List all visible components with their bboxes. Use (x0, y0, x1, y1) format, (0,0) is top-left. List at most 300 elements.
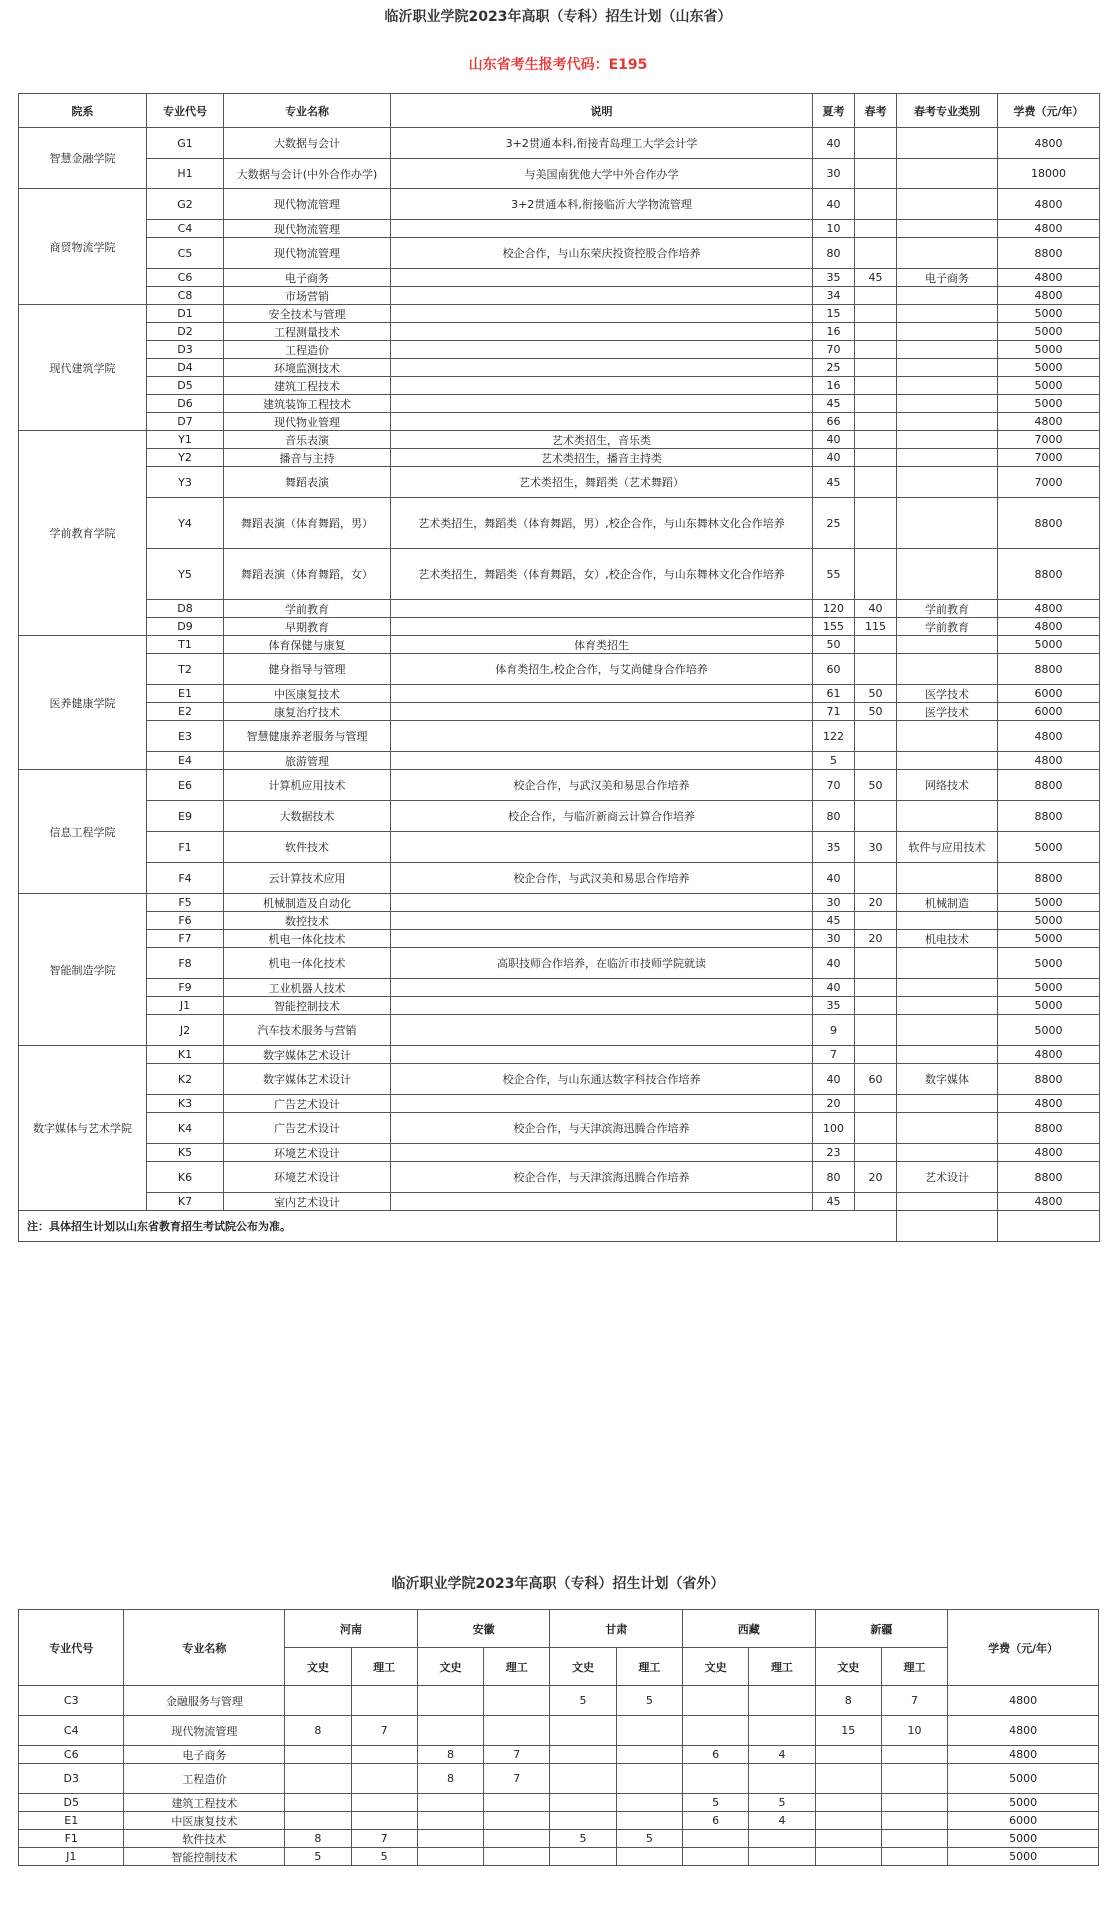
quota-cell (484, 1716, 550, 1746)
major-cell: 大数据与会计(中外合作办学) (224, 159, 391, 189)
desc-cell (391, 832, 813, 863)
spring-cell (855, 721, 897, 752)
quota-cell: 5 (616, 1686, 682, 1716)
spring-category-cell (897, 413, 998, 431)
spring-cell (855, 752, 897, 770)
spring-cell (855, 159, 897, 189)
major-cell: 工程测量技术 (224, 323, 391, 341)
quota-cell (881, 1764, 947, 1794)
fee-cell: 5000 (998, 359, 1100, 377)
table-row (19, 1046, 1100, 1064)
desc-cell: 艺术类招生，舞蹈类（体育舞蹈，男）,校企合作，与山东舞林文化合作培养 (391, 498, 813, 549)
table-row (19, 1812, 1099, 1830)
spring-cell (855, 377, 897, 395)
summer-cell: 45 (813, 395, 855, 413)
code-cell: D3 (147, 341, 224, 359)
major-cell: 学前教育 (224, 600, 391, 618)
code-cell: F8 (147, 948, 224, 979)
spring-category-cell (897, 721, 998, 752)
major-cell: 建筑工程技术 (224, 377, 391, 395)
summer-cell: 40 (813, 189, 855, 220)
table-row (19, 752, 1100, 770)
desc-cell (391, 685, 813, 703)
desc-cell (391, 323, 813, 341)
spring-cell (855, 189, 897, 220)
table-row (19, 359, 1100, 377)
code-cell: K3 (147, 1095, 224, 1113)
major-cell: 中医康复技术 (124, 1812, 285, 1830)
summer-cell: 40 (813, 449, 855, 467)
summer-cell: 80 (813, 238, 855, 269)
major-cell: 机电一体化技术 (224, 948, 391, 979)
desc-cell: 校企合作，与武汉美和易思合作培养 (391, 770, 813, 801)
major-cell: 环境监测技术 (224, 359, 391, 377)
dept-cell: 学前教育学院 (19, 431, 147, 636)
header-summer: 夏考 (813, 94, 855, 128)
desc-cell (391, 341, 813, 359)
header-wenshi: 文史 (550, 1648, 616, 1686)
quota-cell: 8 (285, 1716, 351, 1746)
table-row (19, 618, 1100, 636)
spring-category-cell (897, 997, 998, 1015)
fee-cell: 5000 (998, 894, 1100, 912)
desc-cell: 与美国南犹他大学中外合作办学 (391, 159, 813, 189)
quota-cell: 5 (749, 1794, 815, 1812)
summer-cell: 15 (813, 305, 855, 323)
table-row (19, 600, 1100, 618)
fee-cell: 4800 (998, 269, 1100, 287)
header-spring: 春考 (855, 94, 897, 128)
quota-cell (417, 1794, 483, 1812)
major-cell: 舞蹈表演 (224, 467, 391, 498)
spring-category-cell (897, 752, 998, 770)
quota-cell (749, 1686, 815, 1716)
desc-cell (391, 287, 813, 305)
dept-cell: 智能制造学院 (19, 894, 147, 1046)
table-row (19, 703, 1100, 721)
empty-cell (897, 1211, 998, 1242)
spring-category-cell (897, 1095, 998, 1113)
spring-cell: 20 (855, 930, 897, 948)
quota-cell: 7 (351, 1830, 417, 1848)
quota-cell: 8 (285, 1830, 351, 1848)
major-cell: 工程造价 (124, 1764, 285, 1794)
quota-cell (550, 1794, 616, 1812)
spring-cell (855, 238, 897, 269)
quota-cell (550, 1848, 616, 1866)
quota-cell (484, 1686, 550, 1716)
code-cell: D9 (147, 618, 224, 636)
major-cell: 电子商务 (224, 269, 391, 287)
code-cell: F9 (147, 979, 224, 997)
desc-cell (391, 752, 813, 770)
exam-code: 山东省考生报考代码：E195 (468, 57, 648, 73)
quota-cell (351, 1746, 417, 1764)
quota-cell: 6 (683, 1812, 749, 1830)
fee-cell: 4800 (998, 1144, 1100, 1162)
fee-cell: 5000 (998, 377, 1100, 395)
code-cell: D5 (147, 377, 224, 395)
major-cell: 现代物流管理 (224, 238, 391, 269)
header-spring-category: 春考专业类别 (897, 94, 998, 128)
header-major: 专业名称 (124, 1610, 285, 1686)
fee-cell: 6000 (998, 703, 1100, 721)
fee-cell: 5000 (948, 1764, 1099, 1794)
code-cell: K1 (147, 1046, 224, 1064)
summer-cell: 100 (813, 1113, 855, 1144)
header-wenshi: 文史 (285, 1648, 351, 1686)
code-cell: C4 (147, 220, 224, 238)
desc-cell: 艺术类招生，播音主持类 (391, 449, 813, 467)
summer-cell: 61 (813, 685, 855, 703)
code-cell: C6 (147, 269, 224, 287)
summer-cell: 80 (813, 1162, 855, 1193)
quota-cell (683, 1830, 749, 1848)
desc-cell (391, 413, 813, 431)
quota-cell (616, 1764, 682, 1794)
quota-cell: 15 (815, 1716, 881, 1746)
desc-cell: 校企合作，与山东通达数字科技合作培养 (391, 1064, 813, 1095)
spring-category-cell (897, 395, 998, 413)
major-cell: 现代物流管理 (224, 220, 391, 238)
section-title-out-of-province: 临沂职业学院2023年高职（专科）招生计划（省外） (391, 1576, 725, 1592)
spring-category-cell (897, 189, 998, 220)
quota-cell (881, 1746, 947, 1764)
table-row (19, 997, 1100, 1015)
header-province-xinjiang: 新疆 (815, 1610, 948, 1648)
quota-cell (285, 1764, 351, 1794)
spring-cell (855, 323, 897, 341)
fee-cell: 4800 (998, 1046, 1100, 1064)
quota-cell (749, 1764, 815, 1794)
spring-cell: 115 (855, 618, 897, 636)
fee-cell: 8800 (998, 1162, 1100, 1193)
spring-cell (855, 979, 897, 997)
spring-cell: 45 (855, 269, 897, 287)
spring-category-cell (897, 801, 998, 832)
empty-cell (998, 1211, 1100, 1242)
code-cell: F5 (147, 894, 224, 912)
fee-cell: 8800 (998, 654, 1100, 685)
table-row (19, 1764, 1099, 1794)
quota-cell: 10 (881, 1716, 947, 1746)
table-row (19, 341, 1100, 359)
summer-cell: 40 (813, 1064, 855, 1095)
quota-cell: 8 (417, 1764, 483, 1794)
header-fee: 学费（元/年） (948, 1610, 1099, 1686)
code-cell: D3 (19, 1764, 124, 1794)
spring-category-cell (897, 1193, 998, 1211)
fee-cell: 5000 (948, 1848, 1099, 1866)
fee-cell: 8800 (998, 1064, 1100, 1095)
summer-cell: 40 (813, 431, 855, 449)
spring-category-cell (897, 1113, 998, 1144)
spring-cell: 60 (855, 1064, 897, 1095)
summer-cell: 155 (813, 618, 855, 636)
desc-cell (391, 721, 813, 752)
desc-cell: 体育类招生 (391, 636, 813, 654)
major-cell: 计算机应用技术 (224, 770, 391, 801)
summer-cell: 71 (813, 703, 855, 721)
quota-cell: 7 (484, 1764, 550, 1794)
summer-cell: 40 (813, 863, 855, 894)
spring-cell (855, 1193, 897, 1211)
table-row (19, 1848, 1099, 1866)
spring-cell (855, 912, 897, 930)
quota-cell (815, 1794, 881, 1812)
quota-cell (484, 1830, 550, 1848)
table-row (19, 238, 1100, 269)
fee-cell: 4800 (998, 220, 1100, 238)
header-code: 专业代号 (19, 1610, 124, 1686)
code-cell: K2 (147, 1064, 224, 1095)
code-cell: T2 (147, 654, 224, 685)
desc-cell: 体育类招生,校企合作，与艾尚健身合作培养 (391, 654, 813, 685)
table-row (19, 1015, 1100, 1046)
quota-cell (616, 1812, 682, 1830)
summer-cell: 25 (813, 498, 855, 549)
quota-cell: 7 (351, 1716, 417, 1746)
code-cell: J1 (19, 1848, 124, 1866)
desc-cell (391, 359, 813, 377)
summer-cell: 34 (813, 287, 855, 305)
code-cell: D4 (147, 359, 224, 377)
summer-cell: 35 (813, 997, 855, 1015)
table-row (19, 220, 1100, 238)
fee-cell: 4800 (998, 752, 1100, 770)
quota-cell: 8 (815, 1686, 881, 1716)
spring-cell (855, 863, 897, 894)
code-cell: F4 (147, 863, 224, 894)
quota-cell (881, 1848, 947, 1866)
major-cell: 工程造价 (224, 341, 391, 359)
dept-cell: 信息工程学院 (19, 770, 147, 894)
table-row (19, 431, 1100, 449)
quota-cell (616, 1848, 682, 1866)
major-cell: 云计算技术应用 (224, 863, 391, 894)
header-wenshi: 文史 (815, 1648, 881, 1686)
code-cell: K4 (147, 1113, 224, 1144)
table-row (19, 863, 1100, 894)
fee-cell: 5000 (948, 1794, 1099, 1812)
header-wenshi: 文史 (683, 1648, 749, 1686)
header-ligong: 理工 (616, 1648, 682, 1686)
spring-category-cell: 艺术设计 (897, 1162, 998, 1193)
spring-category-cell: 学前教育 (897, 600, 998, 618)
summer-cell: 5 (813, 752, 855, 770)
major-cell: 音乐表演 (224, 431, 391, 449)
desc-cell (391, 1193, 813, 1211)
table-row (19, 287, 1100, 305)
fee-cell: 5000 (998, 930, 1100, 948)
summer-cell: 16 (813, 377, 855, 395)
fee-cell: 7000 (998, 449, 1100, 467)
spring-category-cell: 软件与应用技术 (897, 832, 998, 863)
major-cell: 早期教育 (224, 618, 391, 636)
quota-cell (616, 1746, 682, 1764)
table-row (19, 1686, 1099, 1716)
table-row (19, 685, 1100, 703)
table-row (19, 323, 1100, 341)
major-cell: 大数据与会计 (224, 128, 391, 159)
spring-cell (855, 1144, 897, 1162)
spring-category-cell: 机电技术 (897, 930, 998, 948)
fee-cell: 4800 (998, 1193, 1100, 1211)
fee-cell: 5000 (998, 636, 1100, 654)
summer-cell: 25 (813, 359, 855, 377)
spring-category-cell (897, 654, 998, 685)
fee-cell: 4800 (948, 1746, 1099, 1764)
code-cell: D2 (147, 323, 224, 341)
code-cell: Y2 (147, 449, 224, 467)
desc-cell (391, 1015, 813, 1046)
spring-category-cell (897, 948, 998, 979)
fee-cell: 5000 (998, 912, 1100, 930)
page-title: 临沂职业学院2023年高职（专科）招生计划（山东省） (384, 9, 732, 25)
table-row (19, 1830, 1099, 1848)
header-ligong: 理工 (881, 1648, 947, 1686)
major-cell: 现代物流管理 (224, 189, 391, 220)
dept-cell: 智慧金融学院 (19, 128, 147, 189)
major-cell: 环境艺术设计 (224, 1162, 391, 1193)
fee-cell: 5000 (998, 323, 1100, 341)
desc-cell: 3+2贯通本科,衔接临沂大学物流管理 (391, 189, 813, 220)
code-cell: E1 (147, 685, 224, 703)
fee-cell: 4800 (998, 600, 1100, 618)
major-cell: 机械制造及自动化 (224, 894, 391, 912)
table-row (19, 930, 1100, 948)
code-cell: E1 (19, 1812, 124, 1830)
code-cell: J1 (147, 997, 224, 1015)
desc-cell (391, 395, 813, 413)
spring-cell (855, 549, 897, 600)
summer-cell: 10 (813, 220, 855, 238)
quota-cell (881, 1812, 947, 1830)
fee-cell: 5000 (998, 979, 1100, 997)
spring-category-cell (897, 159, 998, 189)
spring-cell: 20 (855, 894, 897, 912)
table-row (19, 413, 1100, 431)
table-row (19, 189, 1100, 220)
table-row (19, 832, 1100, 863)
summer-cell: 70 (813, 341, 855, 359)
quota-cell (683, 1848, 749, 1866)
summer-cell: 35 (813, 269, 855, 287)
fee-cell: 4800 (998, 287, 1100, 305)
code-cell: E2 (147, 703, 224, 721)
quota-cell: 5 (285, 1848, 351, 1866)
header-major: 专业名称 (224, 94, 391, 128)
desc-cell: 艺术类招生，舞蹈类（艺术舞蹈） (391, 467, 813, 498)
spring-category-cell: 医学技术 (897, 685, 998, 703)
quota-cell (285, 1794, 351, 1812)
spring-category-cell (897, 287, 998, 305)
summer-cell: 30 (813, 930, 855, 948)
spring-category-cell (897, 1015, 998, 1046)
desc-cell (391, 269, 813, 287)
table-row (19, 1794, 1099, 1812)
spring-cell: 50 (855, 685, 897, 703)
desc-cell (391, 600, 813, 618)
spring-category-cell (897, 498, 998, 549)
desc-cell (391, 703, 813, 721)
spring-cell (855, 1046, 897, 1064)
spring-category-cell: 学前教育 (897, 618, 998, 636)
spring-category-cell (897, 636, 998, 654)
quota-cell (484, 1848, 550, 1866)
table-row (19, 636, 1100, 654)
fee-cell: 4800 (998, 618, 1100, 636)
desc-cell (391, 912, 813, 930)
dept-cell: 医养健康学院 (19, 636, 147, 770)
summer-cell: 45 (813, 1193, 855, 1211)
fee-cell: 5000 (998, 997, 1100, 1015)
summer-cell: 9 (813, 1015, 855, 1046)
quota-cell (550, 1764, 616, 1794)
major-cell: 数字媒体艺术设计 (224, 1064, 391, 1095)
quota-cell (484, 1794, 550, 1812)
quota-cell (417, 1686, 483, 1716)
quota-cell: 7 (881, 1686, 947, 1716)
spring-cell (855, 287, 897, 305)
fee-cell: 8800 (998, 498, 1100, 549)
major-cell: 环境艺术设计 (224, 1144, 391, 1162)
code-cell: C6 (19, 1746, 124, 1764)
summer-cell: 23 (813, 1144, 855, 1162)
code-cell: F7 (147, 930, 224, 948)
fee-cell: 8800 (998, 549, 1100, 600)
summer-cell: 40 (813, 979, 855, 997)
spring-cell (855, 636, 897, 654)
desc-cell (391, 894, 813, 912)
header-ligong: 理工 (351, 1648, 417, 1686)
quota-cell (749, 1716, 815, 1746)
table-row (19, 1716, 1099, 1746)
spring-cell (855, 449, 897, 467)
quota-cell (683, 1716, 749, 1746)
spring-category-cell (897, 467, 998, 498)
quota-cell (285, 1812, 351, 1830)
major-cell: 广告艺术设计 (224, 1095, 391, 1113)
major-cell: 软件技术 (124, 1830, 285, 1848)
table-row (19, 912, 1100, 930)
table-row (19, 377, 1100, 395)
code-cell: T1 (147, 636, 224, 654)
header-ligong: 理工 (484, 1648, 550, 1686)
spring-cell: 30 (855, 832, 897, 863)
summer-cell: 70 (813, 770, 855, 801)
quota-cell (550, 1812, 616, 1830)
fee-cell: 5000 (998, 832, 1100, 863)
header-dept: 院系 (19, 94, 147, 128)
major-cell: 舞蹈表演（体育舞蹈，女） (224, 549, 391, 600)
table-row (19, 1095, 1100, 1113)
fee-cell: 4800 (998, 721, 1100, 752)
quota-cell (616, 1794, 682, 1812)
code-cell: C4 (19, 1716, 124, 1746)
quota-cell: 6 (683, 1746, 749, 1764)
major-cell: 汽车技术服务与营销 (224, 1015, 391, 1046)
quota-cell (351, 1686, 417, 1716)
spring-cell (855, 305, 897, 323)
quota-cell (815, 1746, 881, 1764)
header-ligong: 理工 (749, 1648, 815, 1686)
spring-category-cell: 医学技术 (897, 703, 998, 721)
header-province-gansu: 甘肃 (550, 1610, 683, 1648)
spring-category-cell (897, 431, 998, 449)
quota-cell (285, 1746, 351, 1764)
quota-cell (683, 1764, 749, 1794)
